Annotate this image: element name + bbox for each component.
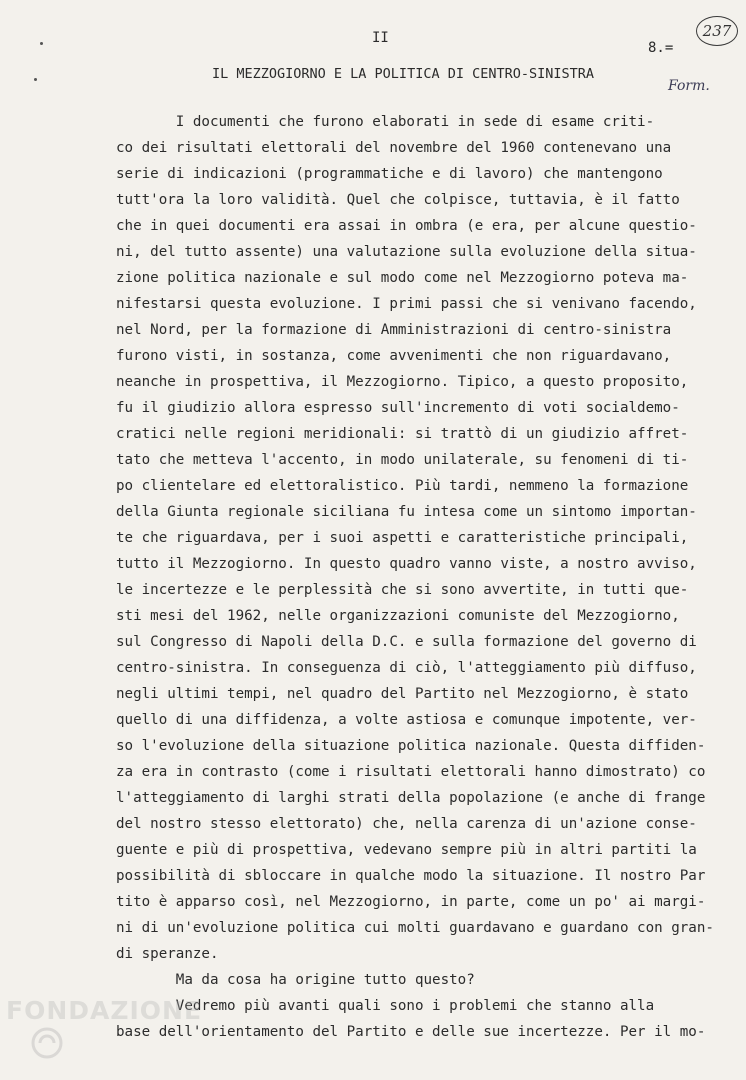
text-line: sul Congresso di Napoli della D.C. e sulla formazione del governo di xyxy=(116,634,697,650)
text-line: ni, del tutto assente) una valutazione sulla evoluzione della situa- xyxy=(116,244,697,260)
text-line: centro-sinistra. In conseguenza di ciò, l'atteggiamento più diffuso, xyxy=(116,660,697,676)
text-line: di speranze. xyxy=(116,946,219,962)
text-line: I documenti che furono elaborati in sede di esame criti- xyxy=(116,114,655,130)
watermark-text: FONDAZIONE xyxy=(6,996,203,1025)
text-line: l'atteggiamento di larghi strati della popolazione (e anche di frange xyxy=(116,790,706,806)
text-line: nifestarsi questa evoluzione. I primi passi che si venivano facendo, xyxy=(116,296,697,312)
text-line: quello di una diffidenza, a volte astiosa e comunque impotente, ver- xyxy=(116,712,697,728)
archive-stamp-number: 237 xyxy=(696,16,738,46)
text-line: sti mesi del 1962, nelle organizzazioni comuniste del Mezzogiorno, xyxy=(116,608,680,624)
text-line: possibilità di sbloccare in qualche modo la situazione. Il nostro Par xyxy=(116,868,706,884)
text-line: co dei risultati elettorali del novembre del 1960 contenevano una xyxy=(116,140,672,156)
text-line: ni di un'evoluzione politica cui molti guardavano e guardano con gran- xyxy=(116,920,714,936)
text-line: guente e più di prospettiva, vedevano sempre più in altri partiti la xyxy=(116,842,697,858)
text-line: te che riguardava, per i suoi aspetti e caratteristiche principali, xyxy=(116,530,689,546)
text-line: base dell'orientamento del Partito e delle sue incertezze. Per il mo- xyxy=(116,1024,706,1040)
text-line: del nostro stesso elettorato) che, nella carenza di un'azione conse- xyxy=(116,816,697,832)
text-line: serie di indicazioni (programmatiche e di lavoro) che mantengono xyxy=(116,166,663,182)
scan-speck xyxy=(34,78,37,81)
text-line: le incertezze e le perplessità che si sono avvertite, in tutti que- xyxy=(116,582,689,598)
text-line: so l'evoluzione della situazione politica nazionale. Questa diffiden- xyxy=(116,738,706,754)
text-line: furono visti, in sostanza, come avvenimenti che non riguardavano, xyxy=(116,348,672,364)
text-line: che in quei documenti era assai in ombra (e era, per alcune questio- xyxy=(116,218,697,234)
text-line: neanche in prospettiva, il Mezzogiorno. Tipico, a questo proposito, xyxy=(116,374,689,390)
watermark-logo-icon xyxy=(30,1026,64,1060)
text-line: nel Nord, per la formazione di Amministrazioni di centro-sinistra xyxy=(116,322,672,338)
scan-speck xyxy=(40,42,43,45)
handwritten-note: Form. xyxy=(668,78,710,94)
text-line: cratici nelle regioni meridionali: si trattò di un giudizio affret- xyxy=(116,426,689,442)
text-line: tato che metteva l'accento, in modo unilaterale, su fenomeni di ti- xyxy=(116,452,689,468)
page-number: 8.= xyxy=(648,40,674,56)
text-line: della Giunta regionale siciliana fu intesa come un sintomo importan- xyxy=(116,504,697,520)
text-line: zione politica nazionale e sul modo come nel Mezzogiorno poteva ma- xyxy=(116,270,689,286)
text-line: po clientelare ed elettoralistico. Più tardi, nemmeno la formazione xyxy=(116,478,689,494)
text-line: tutt'ora la loro validità. Quel che colpisce, tuttavia, è il fatto xyxy=(116,192,680,208)
text-line: tutto il Mezzogiorno. In questo quadro vanno viste, a nostro avviso, xyxy=(116,556,697,572)
text-line: Ma da cosa ha origine tutto questo? xyxy=(116,972,475,988)
text-line: negli ultimi tempi, nel quadro del Partito nel Mezzogiorno, è stato xyxy=(116,686,689,702)
text-line: za era in contrasto (come i risultati elettorali hanno dimostrato) co xyxy=(116,764,706,780)
text-line: fu il giudizio allora espresso sull'incremento di voti socialdemo- xyxy=(116,400,680,416)
text-line: Vedremo più avanti quali sono i problemi che stanno alla xyxy=(116,998,655,1014)
text-line: tito è apparso così, nel Mezzogiorno, in parte, come un po' ai margi- xyxy=(116,894,706,910)
section-number: II xyxy=(372,30,389,46)
document-title: IL MEZZOGIORNO E LA POLITICA DI CENTRO-SINISTRA xyxy=(212,66,595,82)
